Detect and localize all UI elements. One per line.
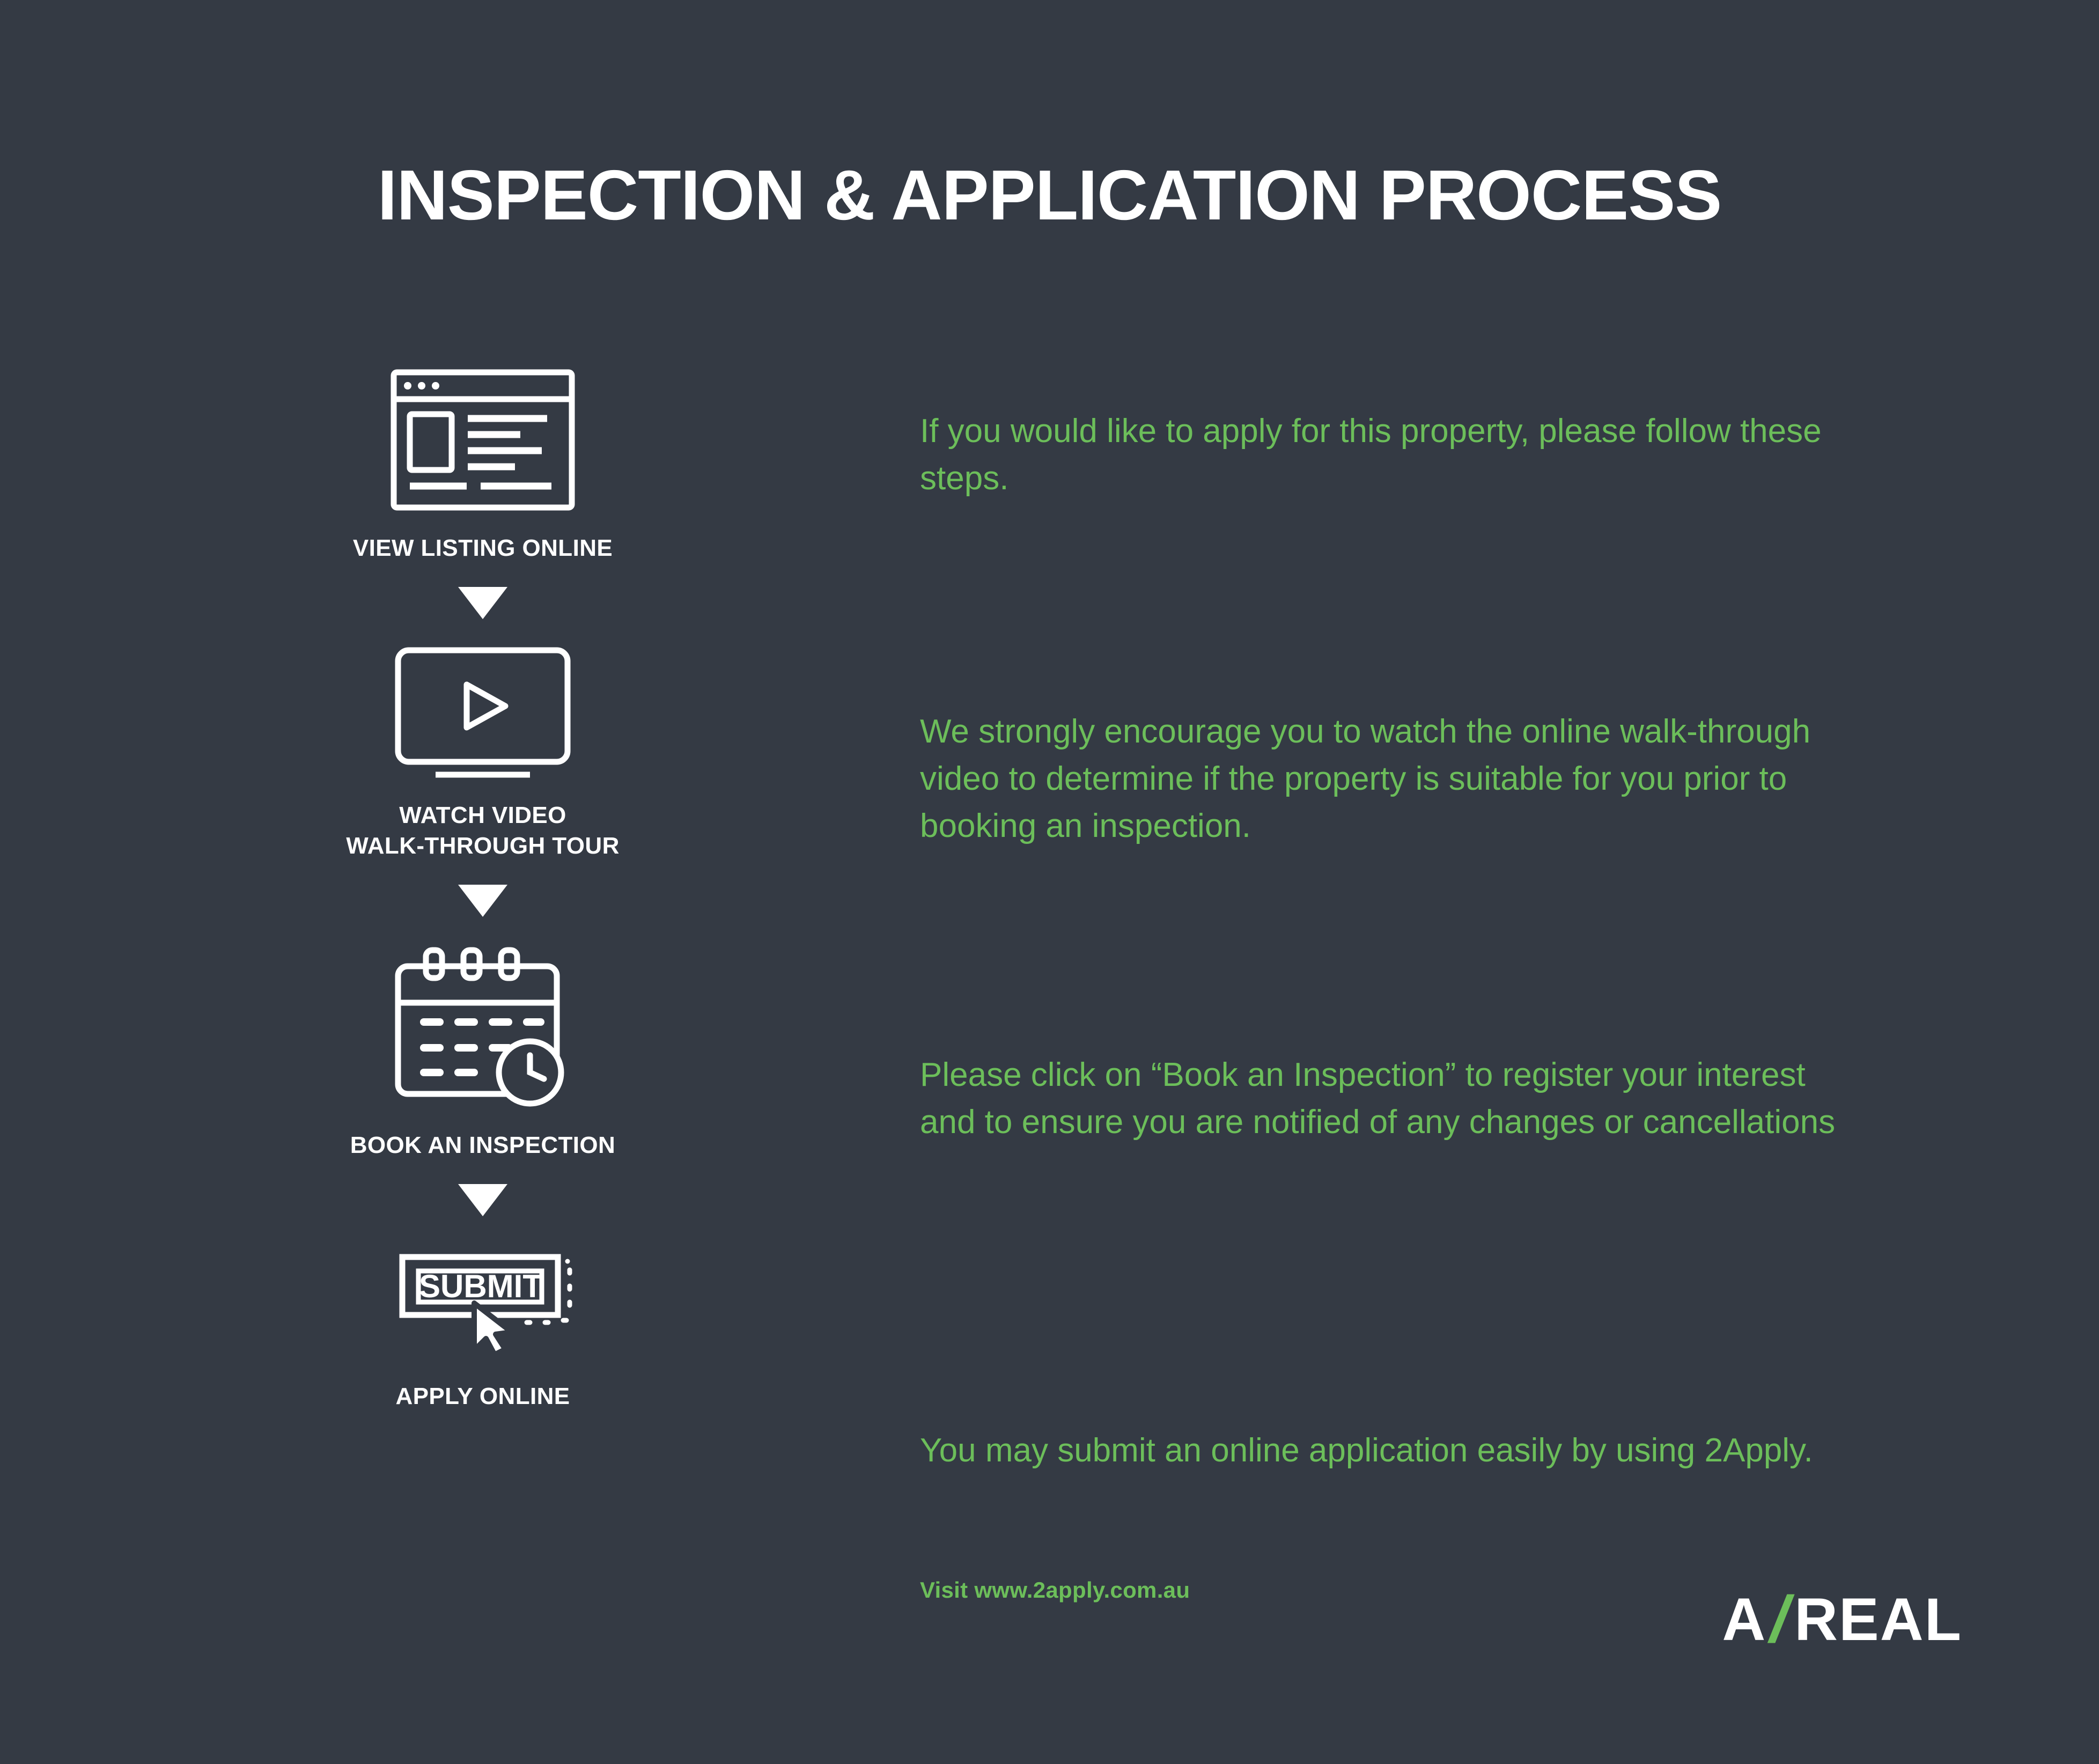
- step-view-listing-online: [353, 365, 613, 563]
- logo-slash-icon: /: [1764, 1583, 1799, 1656]
- logo-word-real: REAL: [1794, 1585, 1962, 1653]
- flow-arrow-2: [458, 885, 507, 917]
- calendar-clock-icon: [386, 940, 579, 1112]
- visit-2apply-link[interactable]: Visit www.2apply.com.au: [920, 1577, 1190, 1603]
- step-watch-video: [346, 643, 620, 861]
- step-label-book-inspection: BOOK AN INSPECTION: [350, 1131, 616, 1158]
- description-book-inspection: Please click on “Book an Inspection” to register your interest and to ensure you are notified of any changes or cancellations: [920, 1056, 1836, 1141]
- step-apply-online: [381, 1240, 585, 1412]
- step-label-line1: WATCH VIDEO: [399, 802, 566, 829]
- step-label-apply-online: APPLY ONLINE: [395, 1383, 570, 1410]
- step-book-inspection: [350, 940, 616, 1160]
- svg-text:SUBMIT: SUBMIT: [419, 1268, 542, 1305]
- logo-letter-a: A: [1722, 1585, 1767, 1653]
- video-play-monitor-icon: [386, 643, 579, 782]
- flow-arrow-1: [458, 587, 507, 619]
- step-label-line2: WALK-THROUGH TOUR: [346, 832, 620, 859]
- brand-logo: [1722, 1582, 1962, 1657]
- description-watch-video: We strongly encourage you to watch the online walk-through video to determine if the property is suitable for you prior to booking an inspection.: [920, 713, 1811, 845]
- description-view-listing: If you would like to apply for this property, please follow these steps.: [920, 413, 1822, 497]
- step-label-watch-video: [346, 800, 620, 861]
- browser-listing-icon: [386, 365, 579, 515]
- submit-button-cursor-icon: [381, 1240, 585, 1363]
- page-title: INSPECTION & APPLICATION PROCESS: [377, 156, 1722, 234]
- process-flow-column: [333, 365, 633, 1412]
- flow-arrow-3: [458, 1184, 507, 1216]
- step-label-view-listing: VIEW LISTING ONLINE: [352, 535, 613, 561]
- description-apply-online: You may submit an online application easily by using 2Apply.: [920, 1432, 1813, 1469]
